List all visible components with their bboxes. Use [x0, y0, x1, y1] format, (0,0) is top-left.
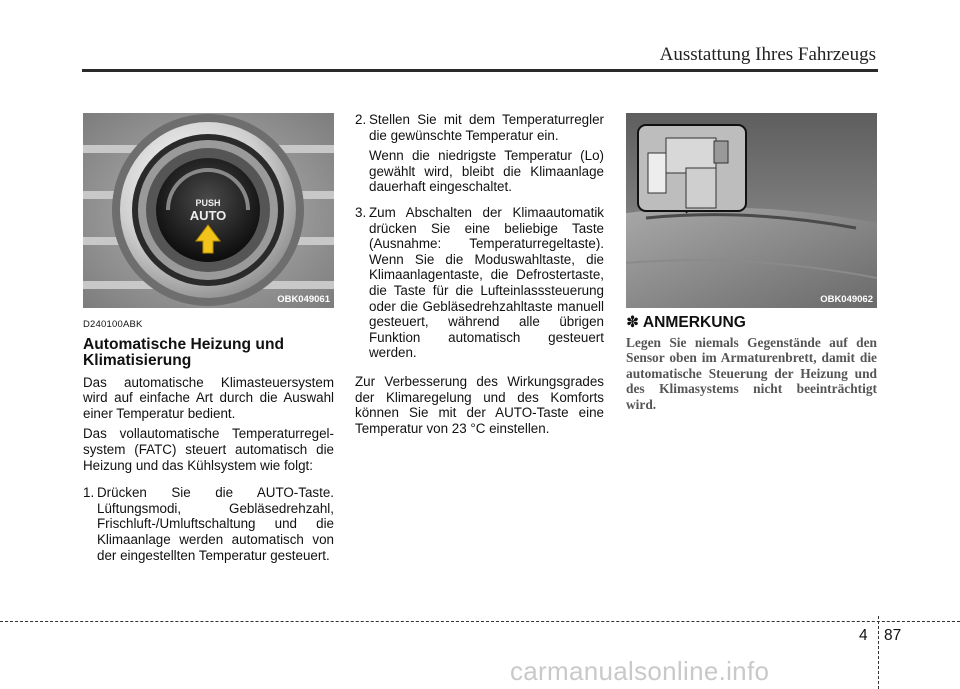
figure-code-left: OBK049061: [277, 294, 330, 305]
step-1: [83, 485, 334, 563]
note-text: Legen Sie niemals Gegenstände auf den Sensor oben im Armaturenbrett, damit die automatische Steuerung der Heizung und des Klimasystems nicht beeinträchtigt wird.: [626, 334, 877, 412]
section-title: Automatische Heizung und Klimatisierung: [83, 335, 284, 369]
right-column: [626, 315, 877, 418]
watermark: carmanualsonline.info: [510, 656, 770, 686]
note-title: ✽ ANMERKUNG: [626, 314, 746, 331]
section-code: D240100ABK: [83, 319, 143, 330]
middle-paragraph: Zur Verbesserung des Wirkungsgrades der Klimaregelung und des Komforts können Sie mit der AUTO-Taste eine Temperatur von 23 °C einstellen.: [355, 373, 604, 436]
intro-paragraph-1: Das automatische Klimasteuersystem wird auf einfache Art durch die Auswahl einer Temperatur bedient.: [83, 374, 334, 421]
page-number: 87: [884, 627, 902, 644]
figure-auto-knob: [83, 113, 334, 308]
footer-rule: [0, 621, 960, 622]
step-2-subtext: Wenn die niedrigste Temperatur (Lo) gewählt wird, bleibt die Klimaanlage dauerhaft eingeschaltet.: [369, 148, 604, 195]
step-3: [355, 205, 604, 361]
push-label: PUSH: [195, 198, 221, 208]
auto-label: AUTO: [189, 208, 227, 223]
chapter-number: 4: [859, 627, 868, 644]
step-1-number: 1.: [83, 485, 95, 501]
step-3-text: Zum Abschalten der Klimaautomatik drücken Sie eine beliebige Taste (Ausnahme: Temperaturregeltaste). Wenn Sie die Moduswahltaste, die Klimaanlagentaste, die Defrostertaste, die Taste für die Lufteinlasssteuerung oder die Gebläsedrehzahltaste manuell gesteuert, während alle übrigen Funktion automatisch gesteuert werden.: [369, 204, 604, 361]
step-2-text: Stellen Sie mit dem Temperaturregler die gewünschte Temperatur ein.: [369, 112, 604, 143]
step-3-number: 3.: [355, 204, 367, 220]
step-1-text: Drücken Sie die AUTO-Taste. Lüftungsmodi, Gebläsedrehzahl, Frischluft-/Umluftschaltung und die Klimaanlage werden automatisch von der eingestellten Temperatur gesteuert.: [97, 485, 334, 563]
footer-divider: [878, 616, 880, 689]
step-2: [355, 112, 604, 200]
step-2-number: 2.: [355, 112, 367, 127]
figure-dashboard-sensor: [626, 113, 877, 308]
middle-column: [355, 112, 604, 441]
page-header-title: Ausstattung Ihres Fahrzeugs: [659, 44, 876, 65]
figure-code-right: OBK049062: [820, 294, 873, 305]
header-rule: [82, 69, 878, 72]
intro-paragraph-2: Das vollautomatische Temperaturregel-system (FATC) steuert automatisch die Heizung und das Kühlsystem wie folgt:: [83, 426, 334, 473]
left-column: [83, 317, 334, 568]
